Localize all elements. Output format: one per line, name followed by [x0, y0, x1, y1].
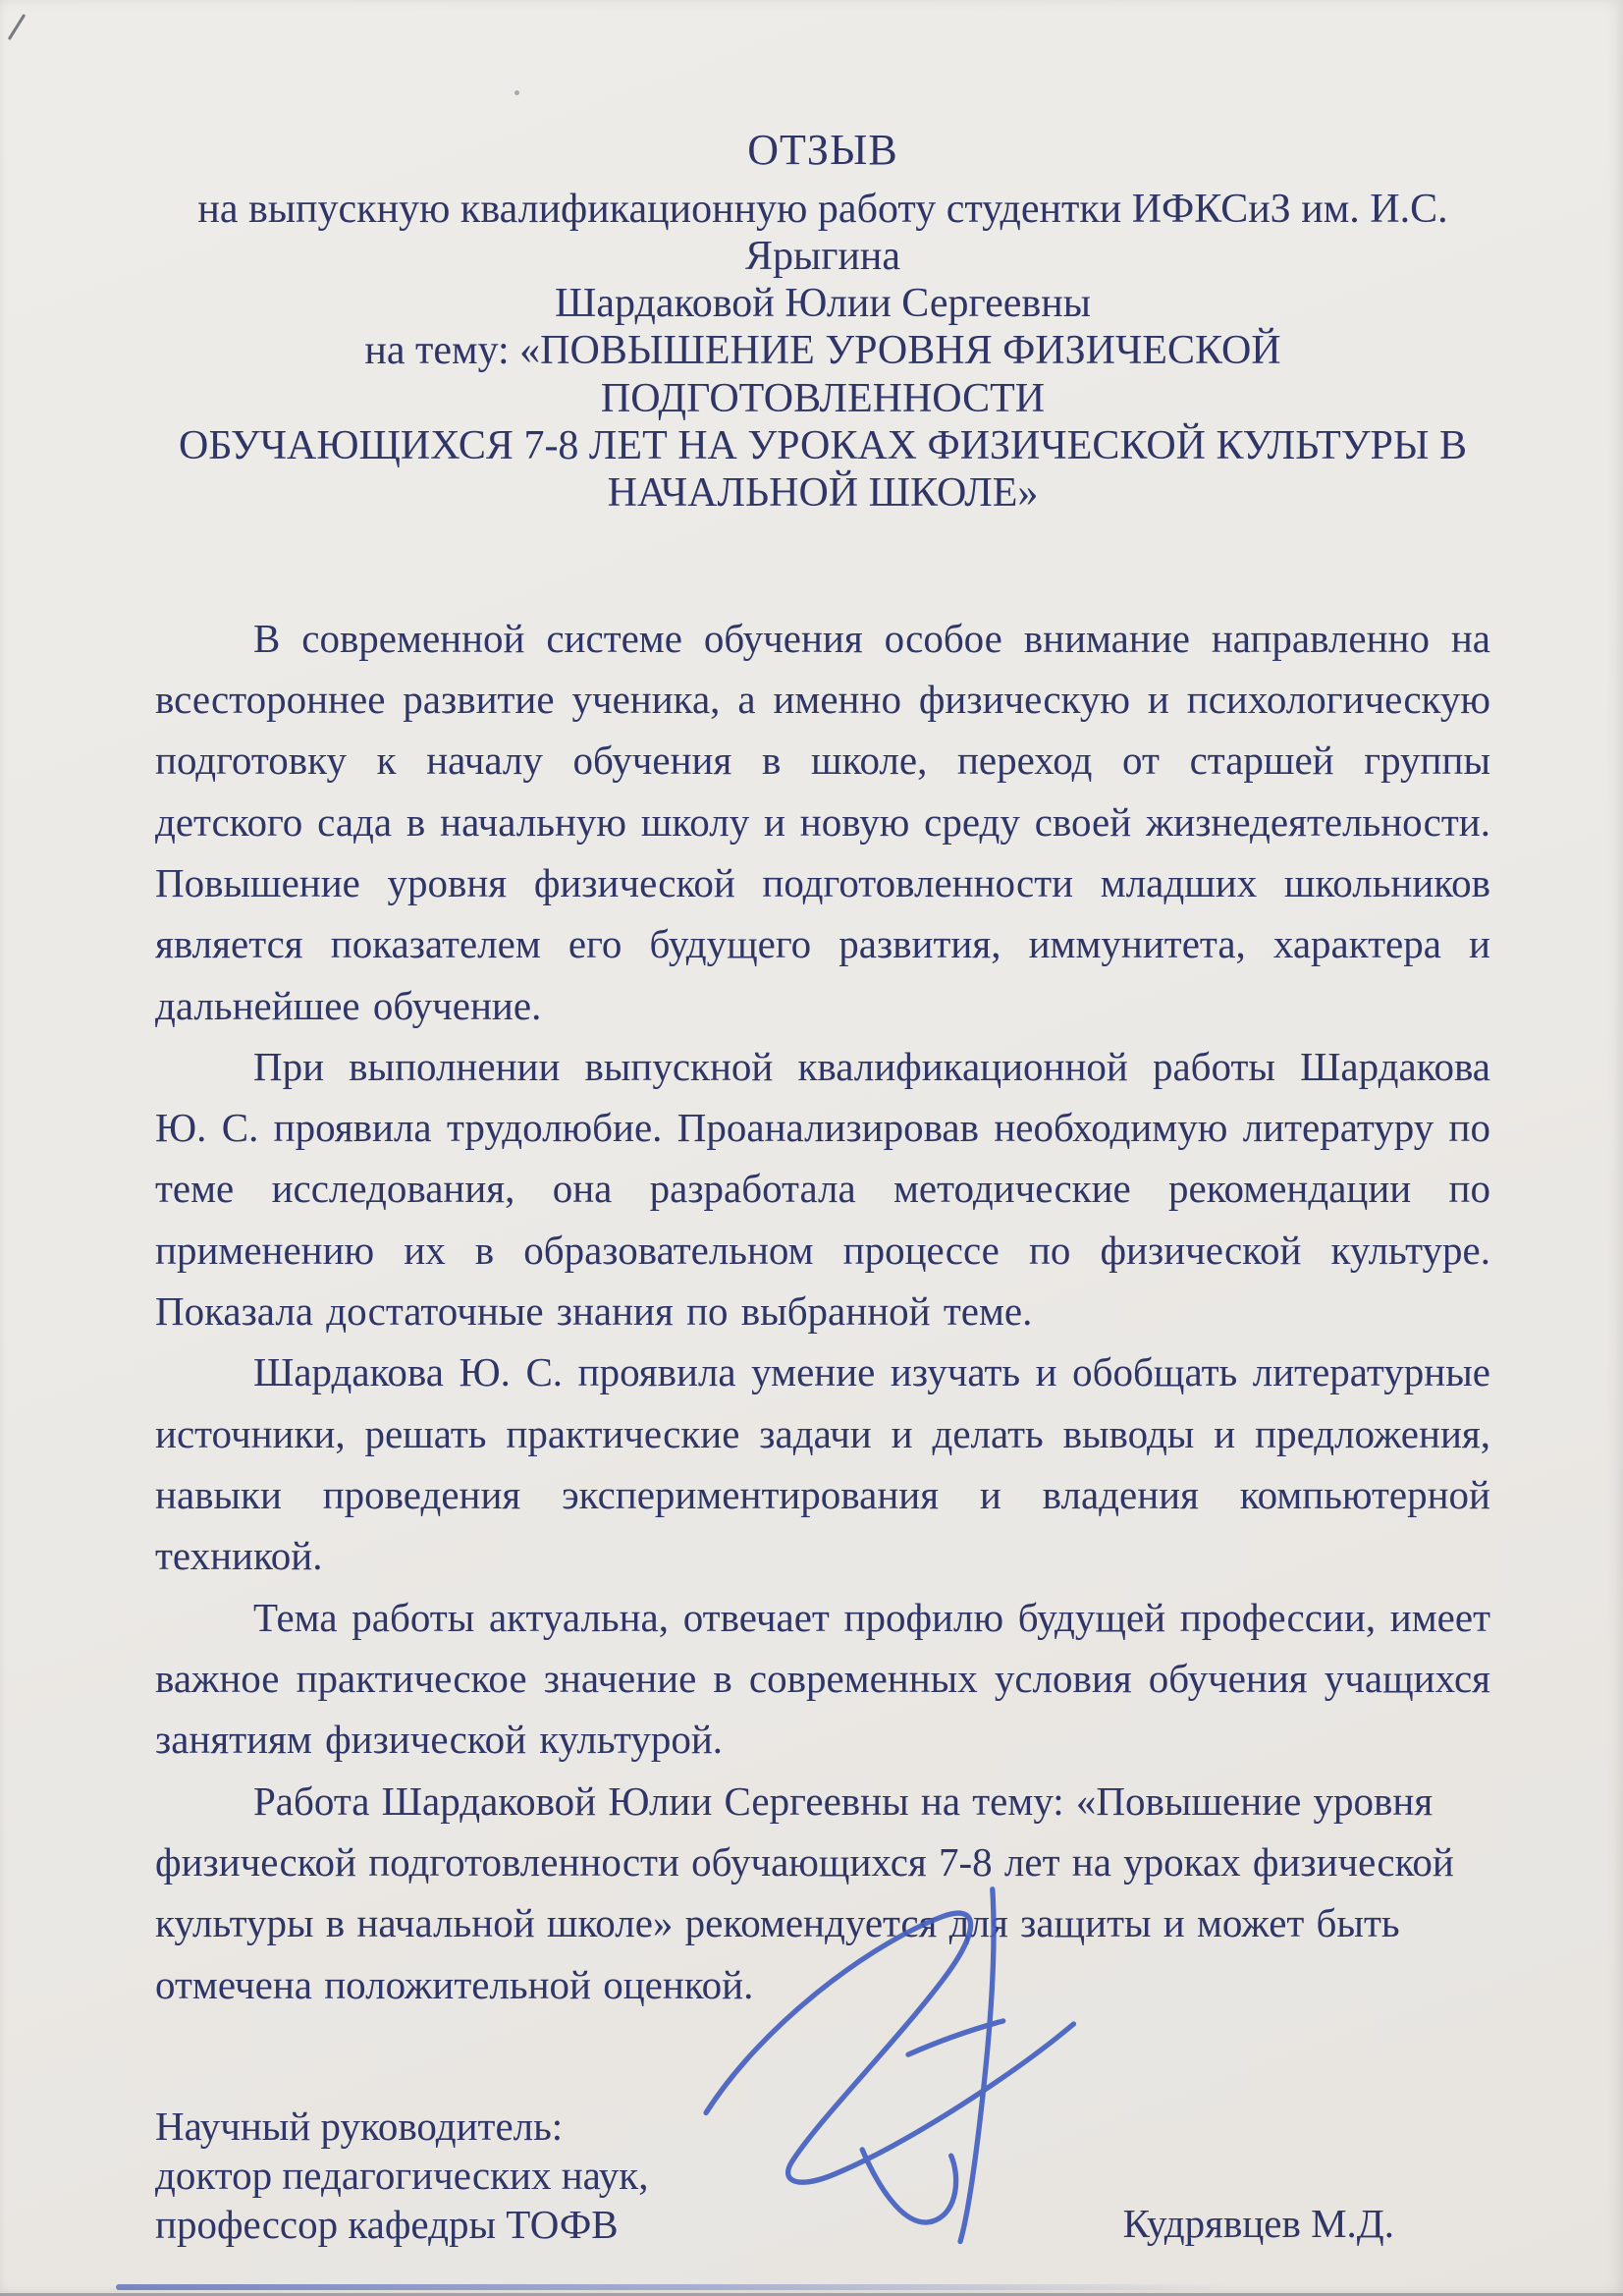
scan-artifact-corner-tick [8, 14, 26, 40]
document-content [155, 126, 1490, 2249]
paragraph: Шардакова Ю. С. проявила умение изучать и обобщать литературные источники, решать практические задачи и делать выводы и предложения, навыки проведения экспериментирования и владения компьютерной техникой. [155, 1349, 1490, 1579]
scan-artifact-bottom-streak [116, 2284, 1225, 2290]
signoff-section [155, 2102, 1490, 2249]
supervisor-block [155, 2102, 648, 2249]
document-header [155, 126, 1490, 518]
signer-name: Кудрявцев М.Д. [1122, 2200, 1394, 2246]
supervisor-line: доктор педагогических наук, [155, 2152, 649, 2198]
supervisor-line: Научный руководитель: [155, 2103, 564, 2149]
header-line: на тему: «ПОВЫШЕНИЕ УРОВНЯ ФИЗИЧЕСКОЙ ПОДГОТОВЛЕННОСТИ [364, 328, 1281, 421]
paragraph: Работа Шардаковой Юлии Сергеевны на тему: «Повышение уровня физической подготовленности обучающихся 7-8 лет на уроках физической культуры в начальной школе» рекомендуется для защиты и может быть отмечена положительной оценкой. [155, 1777, 1454, 2007]
paragraph: При выполнении выпускной квалификационной работы Шардакова Ю. С. проявила трудолюбие. Проанализировав необходимую литературу по теме исследования, она разработала методические рекомендации по применению их в образовательном процессе по физической культуре. Показала достаточные знания по выбранной теме. [155, 1043, 1490, 1335]
header-line: ОБУЧАЮЩИХСЯ 7-8 ЛЕТ НА УРОКАХ ФИЗИЧЕСКОЙ КУЛЬТУРЫ В [178, 423, 1467, 469]
supervisor-line: профессор кафедры ТОФВ [155, 2201, 619, 2247]
header-line: НАЧАЛЬНОЙ ШКОЛЕ» [607, 470, 1039, 517]
document-title: ОТЗЫВ [747, 126, 898, 174]
header-line: Шардаковой Юлии Сергеевны [555, 281, 1091, 327]
paragraph: Тема работы актуальна, отвечает профилю будущей профессии, имеет важное практическое значение в современных условия обучения учащихся занятиям физической культурой. [155, 1594, 1490, 1763]
document-body [155, 608, 1490, 2015]
header-line: на выпускную квалификационную работу студентки ИФКСиЗ им. И.С. Ярыгина [197, 186, 1448, 279]
paragraph: В современной системе обучения особое внимание направленно на всестороннее развитие ученика, а именно физическую и психологическую подготовку к началу обучения в школе, переход от старшей группы детского сада в начальную школу и новую среду своей жизнедеятельности. Повышение уровня физической подготовленности младших школьников является показателем его будущего развития, иммунитета, характера и дальнейшее обучение. [155, 615, 1490, 1028]
scan-artifact-speck [514, 90, 519, 95]
